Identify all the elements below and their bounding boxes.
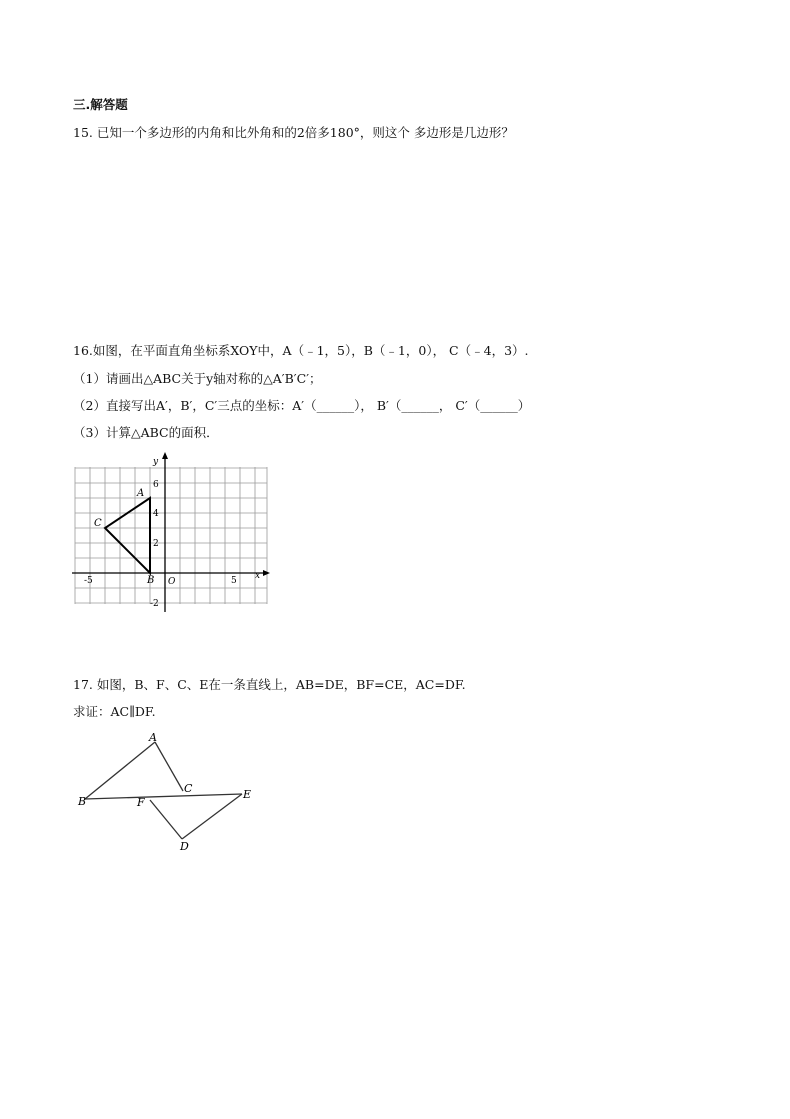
question-17-prove: 求证：AC∥DF. [73, 704, 156, 719]
tick-label-x-neg5: -5 [84, 576, 93, 586]
tick-label-y-2: 2 [153, 539, 159, 549]
point-label-b: B [147, 575, 155, 586]
axis-y-label: y [153, 457, 159, 467]
section-heading: 三.解答题 [73, 97, 128, 112]
question-16-part-2: （2）直接写出A′，B′，C′三点的坐标：A′（______）， B′（______， C′（______） [73, 398, 531, 413]
tick-label-y-neg2: -2 [150, 599, 159, 609]
question-16-part-3: （3）计算△ABC的面积． [73, 425, 219, 440]
segment-de [182, 794, 242, 839]
tick-label-y-6: 6 [153, 480, 159, 490]
point-label-e: E [243, 788, 252, 801]
segment-ba [85, 742, 155, 799]
point-label-d: D [180, 840, 189, 853]
origin-label: O [168, 577, 176, 587]
segment-ac [155, 742, 183, 791]
point-label-c: C [184, 782, 193, 795]
question-17-stem: 17. 如图，B、F、C、E在一条直线上，AB=DE，BF=CE，AC=DF. [73, 677, 466, 692]
tick-label-x-5: 5 [231, 576, 237, 586]
question-16-stem: 16.如图，在平面直角坐标系XOY中，A（﹣1，5），B（﹣1，0）， C（﹣4，3）. [73, 343, 529, 358]
point-label-a: A [149, 731, 157, 744]
coordinate-grid-figure [70, 452, 270, 617]
point-label-f: F [137, 796, 145, 809]
point-label-a: A [137, 488, 145, 499]
triangle-figure [70, 730, 260, 855]
question-16-part-1: （1）请画出△ABC关于y轴对称的△A′B′C′； [73, 371, 322, 386]
point-label-c: C [94, 518, 102, 529]
tick-label-y-4: 4 [153, 509, 159, 519]
question-15: 15. 已知一个多边形的内角和比外角和的2倍多180°，则这个 多边形是几边形？ [73, 125, 514, 140]
point-label-b: B [78, 795, 87, 808]
axis-x-label: x [255, 571, 261, 581]
y-axis-arrow [162, 452, 168, 459]
segment-fd [150, 800, 182, 839]
x-axis-arrow [263, 570, 270, 576]
triangle-abc [105, 498, 150, 573]
segment-be [85, 794, 242, 799]
